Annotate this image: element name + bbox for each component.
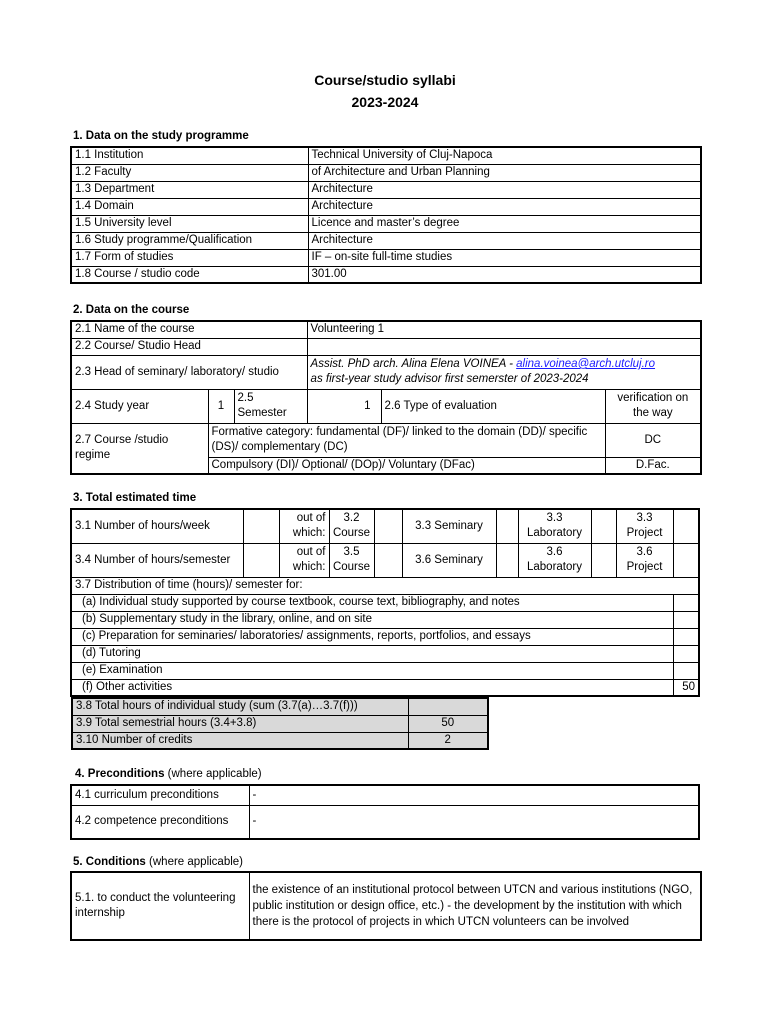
study-year-value: 1 <box>208 389 234 423</box>
time-estimate-table <box>70 508 700 697</box>
time-totals-table <box>71 697 489 750</box>
evaluation-value: verification on the way <box>605 389 701 423</box>
activity-label: (b) Supplementary study in the library, online, and on site <box>71 611 673 628</box>
programme-value: Licence and master’s degree <box>308 215 701 232</box>
optional-status-text: Compulsory (DI)/ Optional/ (DOp)/ Voluntary (DFac) <box>208 457 605 474</box>
programme-value: 301.00 <box>308 266 701 283</box>
programme-row <box>71 198 701 215</box>
activity-hours <box>673 662 699 679</box>
activity-row <box>71 628 699 645</box>
preconditions-table <box>70 784 700 840</box>
section-5-heading <box>73 856 243 868</box>
seminar-head-value <box>307 355 701 389</box>
curriculum-preconditions-label: 4.1 curriculum preconditions <box>71 785 249 805</box>
section-3-heading: 3. Total estimated time <box>73 492 197 504</box>
activity-hours: 50 <box>673 679 699 696</box>
course-hours-week-label: 3.2 Course <box>329 509 374 543</box>
total-row <box>72 698 488 715</box>
project-hours-semester-label: 3.6 Project <box>616 543 673 577</box>
seminar-hours-semester-label: 3.6 Seminary <box>402 543 496 577</box>
hours-semester-label: 3.4 Number of hours/semester <box>71 543 243 577</box>
section-1-heading: 1. Data on the study programme <box>73 130 249 142</box>
total-label: 3.9 Total semestrial hours (3.4+3.8) <box>72 715 408 732</box>
total-value: 50 <box>408 715 488 732</box>
activity-row <box>71 611 699 628</box>
optional-status-value: D.Fac. <box>605 457 701 474</box>
semester-label: 2.5 Semester <box>234 389 307 423</box>
lab-hours-week-label: 3.3 Laboratory <box>518 509 591 543</box>
competence-preconditions-label: 4.2 competence preconditions <box>71 805 249 839</box>
curriculum-preconditions-value: - <box>249 785 699 805</box>
activity-hours <box>673 594 699 611</box>
programme-row <box>71 215 701 232</box>
activity-row <box>71 594 699 611</box>
programme-label: 1.5 University level <box>71 215 308 232</box>
total-label: 3.10 Number of credits <box>72 732 408 749</box>
course-head-label: 2.2 Course/ Studio Head <box>71 338 307 355</box>
document-title: Course/studio syllabi <box>314 72 456 88</box>
activity-hours <box>673 628 699 645</box>
section-5-heading-note: (where applicable) <box>145 856 244 868</box>
programme-value: Architecture <box>308 198 701 215</box>
course-name-value: Volunteering 1 <box>307 321 701 338</box>
project-hours-week-label: 3.3 Project <box>616 509 673 543</box>
conditions-table <box>70 871 702 941</box>
seminar-head-person: Assist. PhD arch. Alina Elena VOINEA - <box>310 358 517 370</box>
course-hours-semester-label: 3.5 Course <box>329 543 374 577</box>
study-programme-table <box>70 146 702 284</box>
formative-category-text: Formative category: fundamental (DF)/ linked to the domain (DD)/ specific (DS)/ complementary (DC) <box>208 423 605 457</box>
evaluation-label: 2.6 Type of evaluation <box>381 389 605 423</box>
seminar-hours-week-label: 3.3 Seminary <box>402 509 496 543</box>
programme-row <box>71 181 701 198</box>
activity-label: (e) Examination <box>71 662 673 679</box>
section-5-heading-bold: 5. Conditions <box>73 856 146 868</box>
seminar-head-label: 2.3 Head of seminary/ laboratory/ studio <box>71 355 307 389</box>
programme-value: IF – on-site full-time studies <box>308 249 701 266</box>
programme-label: 1.8 Course / studio code <box>71 266 308 283</box>
programme-label: 1.3 Department <box>71 181 308 198</box>
semester-value: 1 <box>307 389 381 423</box>
hours-week-label: 3.1 Number of hours/week <box>71 509 243 543</box>
programme-label: 1.4 Domain <box>71 198 308 215</box>
activity-label: (c) Preparation for seminaries/ laboratories/ assignments, reports, portfolios, and essays <box>71 628 673 645</box>
programme-row <box>71 266 701 283</box>
programme-row <box>71 147 701 164</box>
section-2-heading: 2. Data on the course <box>73 304 190 316</box>
programme-row <box>71 164 701 181</box>
seminar-head-note: as first-year study advisor first semerster of 2023-2024 <box>310 373 589 385</box>
course-data-table <box>70 320 702 475</box>
activity-label: (d) Tutoring <box>71 645 673 662</box>
course-name-label: 2.1 Name of the course <box>71 321 307 338</box>
out-of-which: out of which: <box>279 543 329 577</box>
total-row <box>72 715 488 732</box>
document-year: 2023-2024 <box>351 94 419 110</box>
activity-label: (f) Other activities <box>71 679 673 696</box>
programme-value: of Architecture and Urban Planning <box>308 164 701 181</box>
programme-row <box>71 249 701 266</box>
total-row <box>72 732 488 749</box>
volunteering-conditions-value: the existence of an institutional protocol between UTCN and various institutions (NGO, public institution or design office, etc.) - the development by the institution with which there is the protocol of projects in which UTCN volunteers can be involved <box>249 872 701 940</box>
activity-row <box>71 679 699 696</box>
section-4-heading-note: (where applicable) <box>164 768 262 780</box>
section-4-heading <box>75 768 262 780</box>
course-regime-label: 2.7 Course /studio regime <box>71 423 208 474</box>
out-of-which: out of which: <box>279 509 329 543</box>
seminar-head-email-link[interactable]: alina.voinea@arch.utcluj.ro <box>516 358 656 370</box>
total-value <box>408 698 488 715</box>
activity-label: (a) Individual study supported by course textbook, course text, bibliography, and notes <box>71 594 673 611</box>
total-value: 2 <box>408 732 488 749</box>
course-head-value <box>307 338 701 355</box>
distribution-label: 3.7 Distribution of time (hours)/ semester for: <box>71 577 699 594</box>
competence-preconditions-value: - <box>249 805 699 839</box>
lab-hours-semester-label: 3.6 Laboratory <box>518 543 591 577</box>
programme-label: 1.2 Faculty <box>71 164 308 181</box>
programme-label: 1.7 Form of studies <box>71 249 308 266</box>
study-year-label: 2.4 Study year <box>71 389 208 423</box>
programme-label: 1.1 Institution <box>71 147 308 164</box>
section-4-heading-bold: 4. Preconditions <box>75 768 165 780</box>
programme-value: Architecture <box>308 181 701 198</box>
volunteering-conditions-label: 5.1. to conduct the volunteering internship <box>71 872 249 940</box>
programme-label: 1.6 Study programme/Qualification <box>71 232 308 249</box>
activity-hours <box>673 611 699 628</box>
activity-row <box>71 645 699 662</box>
programme-row <box>71 232 701 249</box>
programme-value: Architecture <box>308 232 701 249</box>
activity-row <box>71 662 699 679</box>
total-label: 3.8 Total hours of individual study (sum (3.7(a)…3.7(f))) <box>72 698 408 715</box>
programme-value: Technical University of Cluj-Napoca <box>308 147 701 164</box>
formative-category-value: DC <box>605 423 701 457</box>
activity-hours <box>673 645 699 662</box>
